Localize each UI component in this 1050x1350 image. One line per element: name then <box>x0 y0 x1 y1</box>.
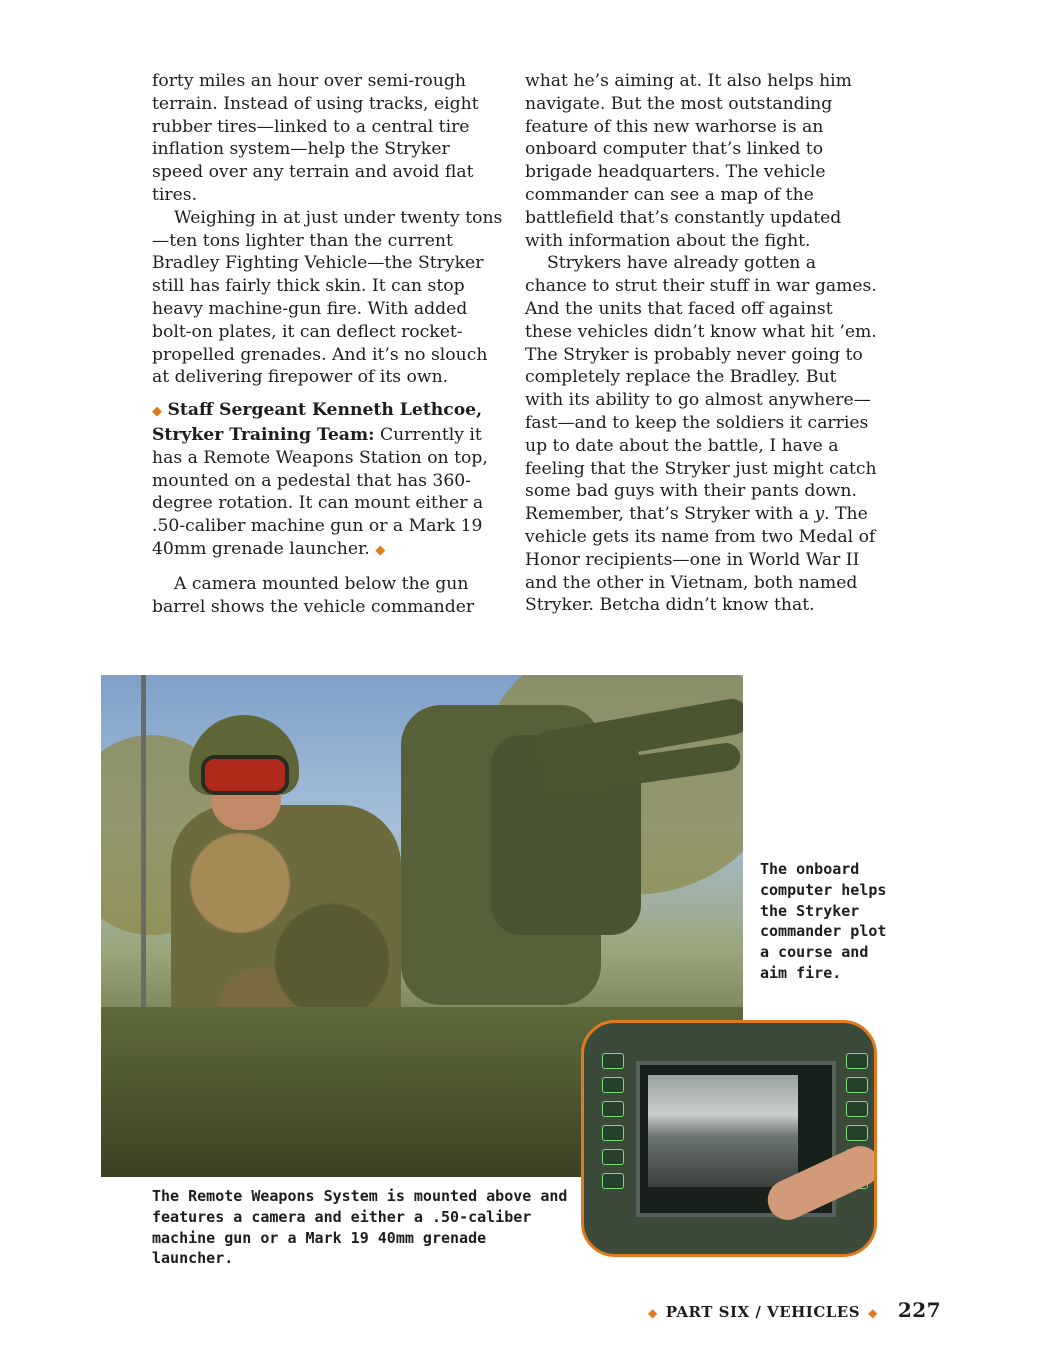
right-column <box>525 70 877 617</box>
quote-text: Currently it has a Remote Weapons Station on top, mounted on a pedestal that has 360-degree rotation. It can mount either a .50-caliber machine gun or a Mark 19 40mm grenade launcher. <box>152 424 488 559</box>
right-paragraph-2: Strykers have already gotten a chance to strut their stuff in war games. And the units that faced off against these vehicles didn’t know what hit ’em. The Stryker is probably never going to completely replace the Bradley. But with its ability to go almost anywhere—fast—and to keep the soldiers it carries up to date about the battle, I have a feeling that the Stryker just might catch some bad guys with their pants down. Remember, that’s Stryker with a y. The vehicle gets its name from two Medal of Honor recipients—one in World War II and the other in Vietnam, both named Stryker. Betcha didn’t know that. <box>525 253 877 616</box>
inset-photo-onboard-computer <box>581 1020 877 1257</box>
footer-diamond-icon: ◆ <box>868 1306 878 1320</box>
main-caption: The Remote Weapons System is mounted above and features a camera and either a .50-caliber machine gun or a Mark 19 40mm grenade launcher. <box>152 1187 568 1268</box>
left-column <box>152 70 504 618</box>
footer-section: PART SIX / VEHICLES <box>665 1303 861 1321</box>
left-paragraph-3: A camera mounted below the gun barrel shows the vehicle commander <box>152 573 475 617</box>
page-number: 227 <box>897 1298 942 1322</box>
left-paragraph-1: forty miles an hour over semi-rough terrain. Instead of using tracks, eight rubber tires—linked to a central tire inflation system—help the Stryker speed over any terrain and avoid flat tires. <box>152 71 479 205</box>
right-paragraph-1: what he’s aiming at. It also helps him navigate. But the most outstanding feature of this new warhorse is an onboard computer that’s linked to brigade headquarters. The vehicle commander can see a map of the battlefield that’s constantly updated with information about the fight. <box>525 71 852 251</box>
page-footer <box>640 1298 940 1324</box>
footer-diamond-icon: ◆ <box>648 1306 658 1320</box>
italic-letter: y <box>814 504 825 525</box>
bullet-diamond-icon: ◆ <box>375 542 386 558</box>
bullet-diamond-icon: ◆ <box>152 404 162 420</box>
inset-caption: The onboard computer helps the Stryker commander plot a course and aim fire. <box>760 860 887 982</box>
quote-speaker: Staff Sergeant Kenneth Lethcoe, Stryker Training Team: <box>152 400 483 445</box>
quote-block <box>152 399 504 563</box>
left-paragraph-2: Weighing in at just under twenty tons—ten tons lighter than the current Bradley Fighting Vehicle—the Stryker still has fairly thick skin. It can stop heavy machine-gun fire. With added bolt-on plates, it can deflect rocket-propelled grenades. And it’s no slouch at delivering firepower of its own. <box>152 207 503 388</box>
